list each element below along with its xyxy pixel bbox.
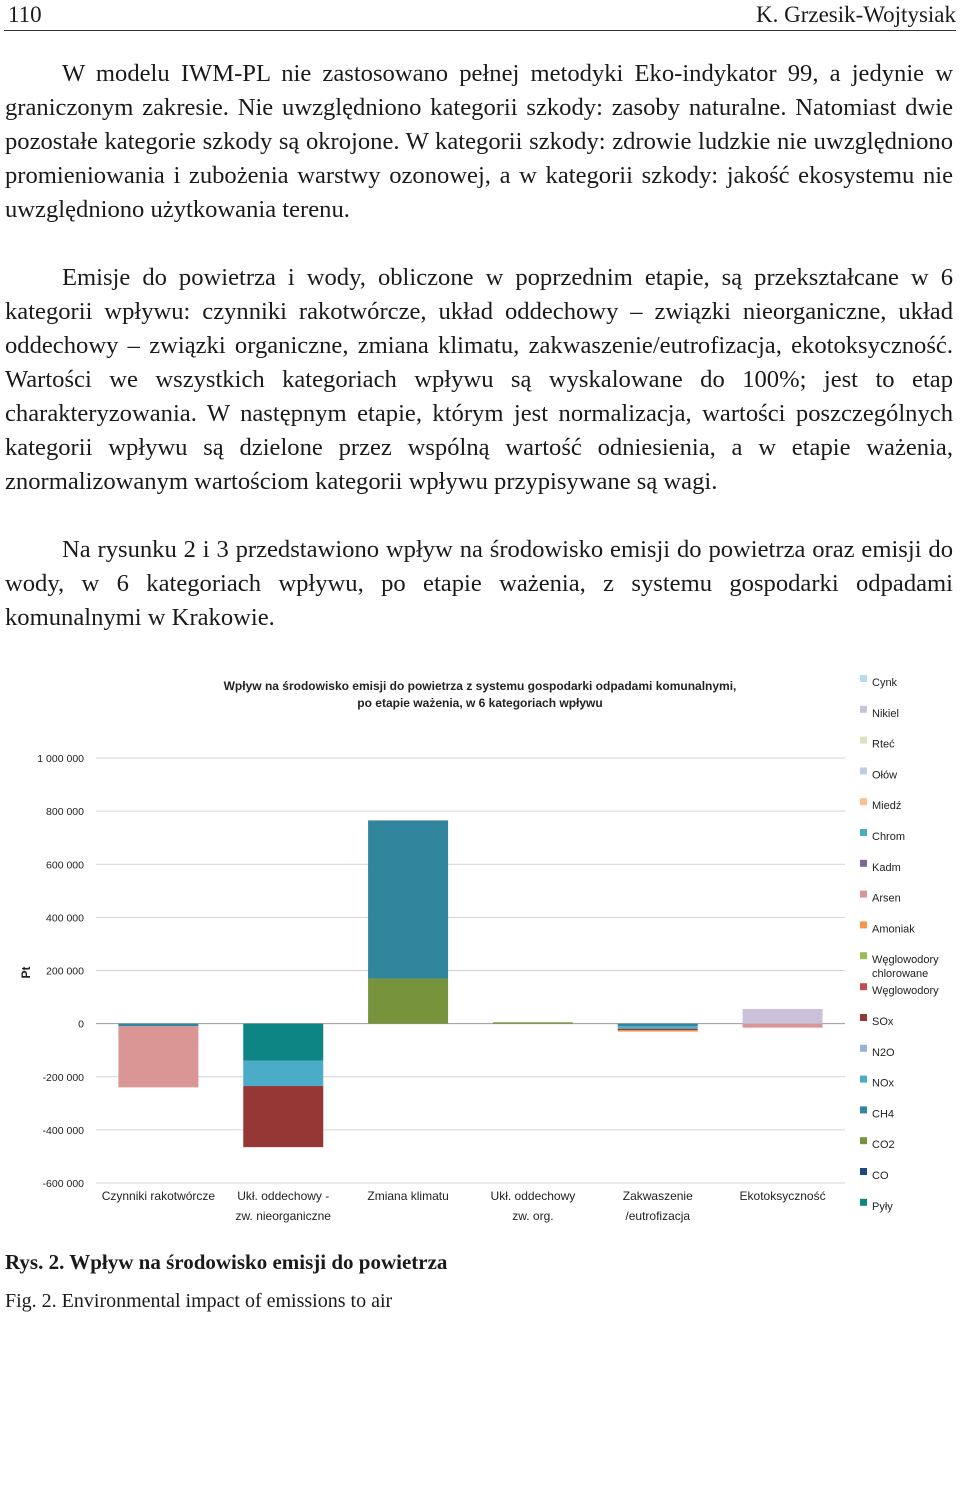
chart-title xyxy=(224,679,737,710)
legend-label: Pyły xyxy=(872,1200,893,1213)
x-tick-label: zw. org. xyxy=(512,1209,554,1223)
bar-segment xyxy=(618,1026,698,1029)
page-number: 110 xyxy=(8,2,42,27)
x-tick-label: Zmiana klimatu xyxy=(367,1189,449,1203)
legend-label: Nikiel xyxy=(872,707,899,720)
legend-swatch xyxy=(860,706,867,713)
legend-label: Węglowodory xyxy=(872,954,939,967)
legend-label: chlorowane xyxy=(872,968,929,981)
x-tick-label: Ukł. oddechowy - xyxy=(237,1189,330,1203)
legend-swatch xyxy=(860,737,867,744)
bar-segment xyxy=(118,1024,198,1027)
x-tick-label: Czynniki rakotwórcze xyxy=(101,1189,216,1203)
bar-segment xyxy=(493,1022,573,1023)
legend-swatch xyxy=(860,1199,867,1206)
y-tick-label: 600 000 xyxy=(46,859,84,872)
legend-swatch xyxy=(860,921,867,928)
y-tick-label: -200 000 xyxy=(42,1071,84,1084)
x-tick-label: zw. nieorganiczne xyxy=(235,1209,331,1223)
legend-label: CO xyxy=(872,1170,889,1182)
bar-segment xyxy=(618,1029,698,1030)
page-header xyxy=(0,0,960,30)
legend-label: SOx xyxy=(872,1016,894,1028)
legend-label: N2O xyxy=(872,1046,895,1059)
bar-segment xyxy=(743,1024,823,1028)
y-tick-label: 1 000 000 xyxy=(37,753,84,765)
legend-swatch xyxy=(860,798,867,805)
legend-swatch xyxy=(860,983,867,990)
paragraph-3: Na rysunku 2 i 3 przedstawiono wpływ na środowisko emisji do powietrza oraz emisji do wody, w 6 kategoriach wpływu, po etapie ważenia, z systemu gospodarki odpadami komunalnymi w Krakowie. xyxy=(5,536,953,631)
legend-swatch xyxy=(860,1137,867,1144)
x-tick-label: Ukł. oddechowy xyxy=(490,1189,576,1203)
legend-swatch xyxy=(860,1014,867,1021)
legend-swatch xyxy=(860,860,867,867)
y-tick-label: 200 000 xyxy=(46,965,84,978)
y-tick-label: -600 000 xyxy=(42,1178,84,1190)
figure-caption-polish: Rys. 2. Wpływ na środowisko emisji do powietrza xyxy=(5,1250,448,1274)
chart-title-line-2: po etapie ważenia, w 6 kategoriach wpływu xyxy=(357,696,603,710)
legend-label: Kadm xyxy=(872,861,901,874)
bar-segment xyxy=(243,1086,323,1147)
y-tick-label: 0 xyxy=(78,1018,84,1031)
x-tick-label: /eutrofizacja xyxy=(625,1209,691,1223)
legend-label: Miedź xyxy=(872,800,902,813)
legend-label: Węglowodory xyxy=(872,985,939,998)
legend-label: NOx xyxy=(872,1077,894,1090)
legend-swatch xyxy=(860,891,867,898)
x-tick-label: Zakwaszenie xyxy=(622,1189,693,1203)
bar-segment xyxy=(118,1026,198,1087)
bar-segment xyxy=(743,1009,823,1024)
legend-label: Amoniak xyxy=(872,923,915,936)
chart-legend xyxy=(860,675,939,1213)
chart-title-line-1: Wpływ na środowisko emisji do powietrza z systemu gospodarki odpadami komunalnymi, xyxy=(223,679,737,693)
y-axis-title: Pt xyxy=(19,966,33,979)
legend-swatch xyxy=(860,952,867,959)
chart-gridlines xyxy=(96,758,845,1183)
chart-bars xyxy=(118,820,822,1147)
legend-label: Arsen xyxy=(872,892,901,905)
bar-segment xyxy=(243,1024,323,1061)
y-tick-label: -400 000 xyxy=(42,1124,84,1137)
bar-segment xyxy=(368,978,448,1023)
legend-label: CH4 xyxy=(872,1108,895,1121)
legend-label: Cynk xyxy=(872,677,898,689)
bar-segment xyxy=(243,1061,323,1086)
running-author: K. Grzesik-Wojtysiak xyxy=(756,2,956,27)
legend-swatch xyxy=(860,675,867,682)
legend-swatch xyxy=(860,767,867,774)
paragraph-1: W modelu IWM-PL nie zastosowano pełnej metodyki Eko-indykator 99, a jedynie w graniczonym zakresie. Nie uwzględniono kategorii szkody: zasoby naturalne. Natomiast dwie pozostałe kategorie szkody są okrojone. W kategorii szkody: zdrowie ludzkie nie uwzględniono promieniowania i zubożenia warstwy ozonowej, a w kategorii szkody: jakość ekosystemu nie uwzględniono użytkowania terenu. xyxy=(5,60,953,223)
legend-label: Ołów xyxy=(872,769,898,782)
x-axis-labels xyxy=(102,1189,826,1223)
legend-swatch xyxy=(860,1076,867,1083)
emissions-chart xyxy=(0,665,960,1235)
paragraph-2: Emisje do powietrza i wody, obliczone w poprzednim etapie, są przekształcane w 6 kategorii wpływu: czynniki rakotwórcze, układ oddechowy – związki nieorganiczne, układ oddechowy – związki organiczne, zmiana klimatu, zakwaszenie/eutrofizacja, ekotoksyczność. Wartości we wszystkich kategoriach wpływu są wyskalowane do 100%; jest to etap charakteryzowania. W następnym etapie, którym jest normalizacja, wartości poszczególnych kategorii wpływu są dzielone przez wspólną wartość odniesienia, a w etapie ważenia, znormalizowanym wartościom kategorii wpływu przypisywane są wagi. xyxy=(5,264,953,495)
figure-caption-english: Fig. 2. Environmental impact of emissions to air xyxy=(5,1290,393,1312)
legend-label: Chrom xyxy=(872,831,906,843)
legend-swatch xyxy=(860,1106,867,1113)
bar-segment xyxy=(618,1024,698,1027)
x-tick-label: Ekotoksyczność xyxy=(739,1189,826,1203)
legend-swatch xyxy=(860,829,867,836)
y-axis xyxy=(19,753,84,1190)
legend-label: CO2 xyxy=(872,1139,895,1152)
legend-swatch xyxy=(860,1168,867,1175)
y-tick-label: 400 000 xyxy=(46,912,84,925)
legend-label: Rteć xyxy=(872,738,895,751)
y-tick-label: 800 000 xyxy=(46,806,84,819)
bar-segment xyxy=(618,1030,698,1031)
bar-segment xyxy=(368,820,448,978)
legend-swatch xyxy=(860,1045,867,1052)
header-rule xyxy=(4,30,956,31)
